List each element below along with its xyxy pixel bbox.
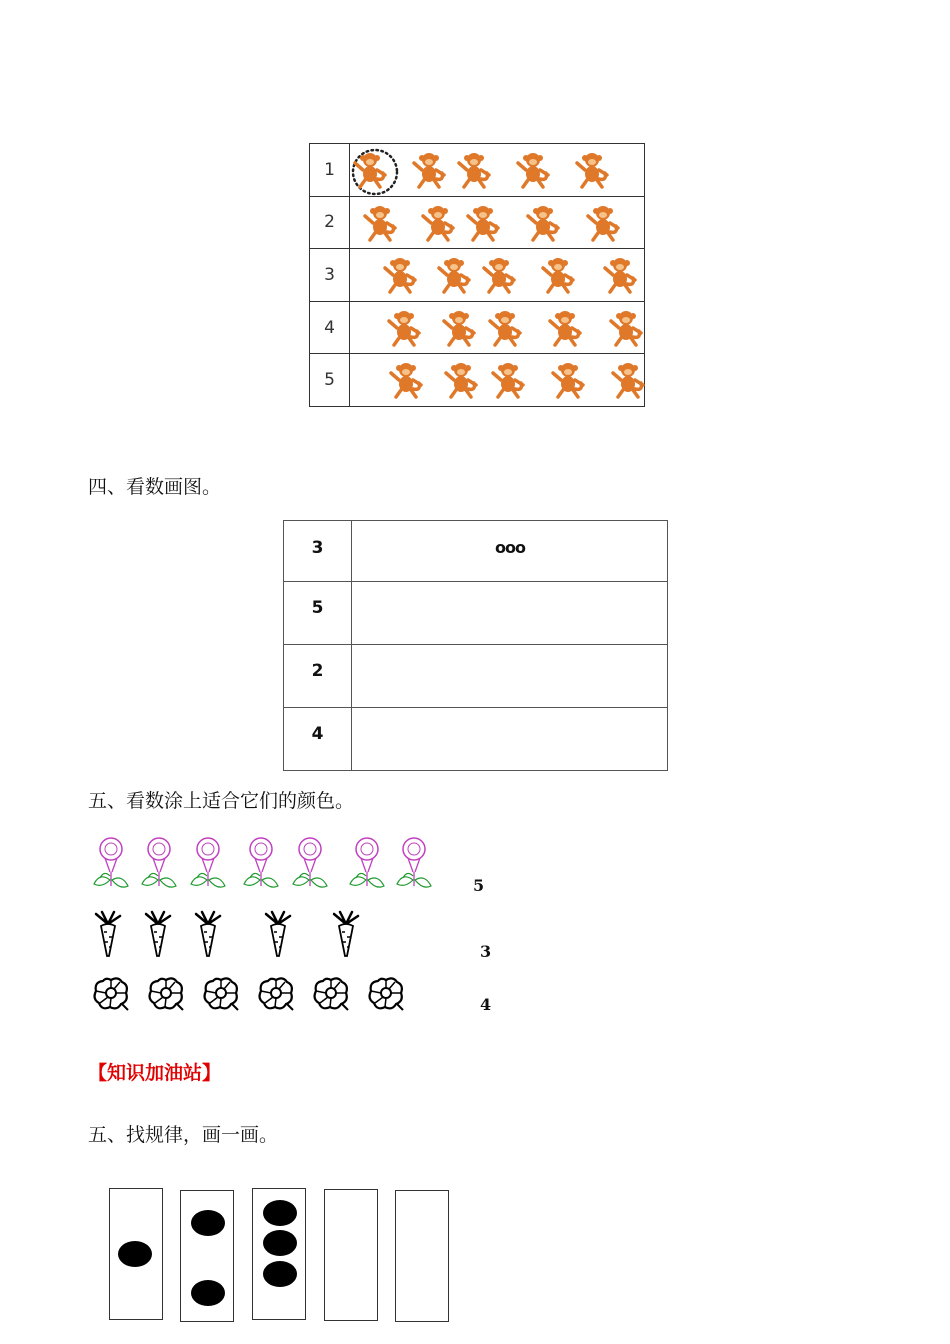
number-cell: 2 [284,645,352,707]
morning-glory-icon[interactable] [289,836,331,892]
section4-title: 四、看数画图。 [88,476,222,498]
monkey-icon [547,309,583,347]
monkey-row [310,249,644,302]
black-dot [191,1210,225,1236]
section6-title: 五、找规律，画一画。 [88,1124,279,1146]
row-number: 4 [310,302,350,354]
monkey-icon [490,361,526,399]
monkey-icon [608,309,644,347]
row-number: 1 [310,144,350,196]
monkey-icon [602,256,638,294]
monkey-icon [352,151,388,189]
monkey-icon [487,309,523,347]
morning-glory-icon[interactable] [346,836,388,892]
row-number: 3 [310,249,350,301]
pattern-box-empty[interactable] [395,1190,449,1322]
black-dot [191,1280,225,1306]
pattern-box [252,1188,306,1320]
count-label: 5 [473,876,485,895]
morning-glory-icon[interactable] [393,836,435,892]
black-dot [263,1200,297,1226]
pattern-box-empty[interactable] [324,1189,378,1321]
table-row [284,645,667,708]
monkey-icon [456,151,492,189]
drawing-cell[interactable]: ooo [495,538,525,557]
flower-outline-icon[interactable] [92,976,130,1012]
flower-outline-icon[interactable] [257,976,295,1012]
knowledge-title: 【知识加油站】 [88,1062,222,1084]
carrot-icon[interactable] [262,910,294,958]
monkey-icon [574,151,610,189]
monkey-icon [436,256,472,294]
monkey-icon [388,361,424,399]
monkey-icon [525,204,561,242]
monkey-icon [420,204,456,242]
black-dot [263,1230,297,1256]
monkey-icon [465,204,501,242]
count-label: 4 [480,995,492,1014]
monkey-icon [550,361,586,399]
monkey-icon [362,204,398,242]
table-row [284,521,667,582]
count-label: 3 [480,942,492,961]
monkey-icon [585,204,621,242]
carrot-icon[interactable] [142,910,174,958]
flower-outline-icon[interactable] [202,976,240,1012]
drawing-cell[interactable] [353,645,667,707]
monkey-icon [386,309,422,347]
table-row [284,582,667,645]
table-row [284,708,667,771]
row-number: 2 [310,197,350,249]
section5-title: 五、看数涂上适合它们的颜色。 [88,790,355,812]
monkey-table [309,143,645,407]
monkey-icon [540,256,576,294]
draw-by-number-table [283,520,668,771]
monkey-icon [382,256,418,294]
monkey-row [310,302,644,355]
monkey-icon [441,309,477,347]
black-dot [118,1241,152,1267]
monkey-icon [443,361,479,399]
number-cell: 4 [284,708,352,771]
carrot-icon[interactable] [92,910,124,958]
flower-outline-icon[interactable] [147,976,185,1012]
morning-glory-icon[interactable] [90,836,132,892]
flower-outline-icon[interactable] [367,976,405,1012]
flower-outline-icon[interactable] [312,976,350,1012]
row-number: 5 [310,354,350,406]
monkey-icon [610,361,646,399]
carrot-icon[interactable] [192,910,224,958]
morning-glory-icon[interactable] [187,836,229,892]
drawing-cell[interactable] [353,708,667,771]
morning-glory-icon[interactable] [240,836,282,892]
number-cell: 3 [284,521,352,581]
carrot-icon[interactable] [330,910,362,958]
pattern-box [109,1188,163,1320]
morning-glory-icon[interactable] [138,836,180,892]
monkey-icon [515,151,551,189]
black-dot [263,1261,297,1287]
monkey-icon [481,256,517,294]
drawing-cell[interactable] [353,582,667,644]
monkey-icon [411,151,447,189]
pattern-box [180,1190,234,1322]
number-cell: 5 [284,582,352,644]
